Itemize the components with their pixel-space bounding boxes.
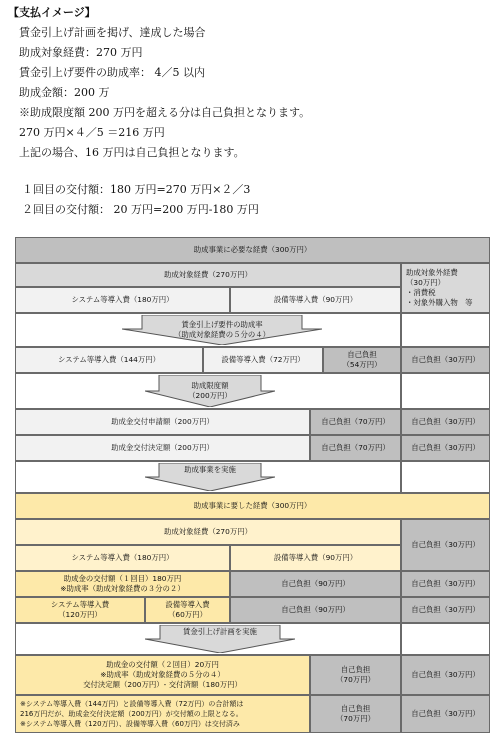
self-30-cell: 自己負担（30万円） bbox=[401, 435, 490, 461]
first-grant-cell: 助成金の交付額（１回目）180万円 ※助成率（助成対象経費の３分の２） bbox=[15, 571, 230, 597]
grant-decision-cell: 助成金交付決定額（200万円） bbox=[15, 435, 310, 461]
arrow-wage bbox=[145, 625, 295, 653]
ineligible-cost-cell: 助成対象外経費 （30万円） ・消費税 ・対象外購入物 等 bbox=[401, 263, 490, 313]
self-30-cell: 自己負担（30万円） bbox=[401, 695, 490, 733]
arrow-row-right bbox=[401, 313, 490, 347]
arrow-row-right bbox=[401, 461, 490, 493]
eligible-cost-cell: 助成対象経費（270万円） bbox=[15, 263, 401, 287]
payment-diagram bbox=[15, 237, 490, 733]
equipment-cost-cell: 設備等導入費（90万円） bbox=[230, 287, 401, 313]
intro-line: 上記の場合、16 万円は自己負担となります。 bbox=[19, 146, 245, 159]
arrow-execute bbox=[145, 463, 275, 491]
intro-line: ※助成限度額 200 万円を超える分は自己負担となります。 bbox=[19, 106, 311, 119]
note-cell: ※システム等導入費（144万円）と設備等導入費（72万円）の合計額は 216万円だが、助成金交付決定額（200万円）が交付額の上限となる。 ※システム等導入費（120万円）、設備等導入費（60万円）は交付済み bbox=[15, 695, 310, 733]
system-cost-b-cell: システム等導入費（144万円） bbox=[15, 347, 203, 373]
intro-line: 270 万円×４／5 ＝216 万円 bbox=[19, 126, 165, 139]
arrow-rate-label: 賃金引上げ要件の助成率 （助成対象経費の５分の４） bbox=[173, 320, 271, 339]
self-70-cell: 自己負担（70万円） bbox=[310, 435, 401, 461]
intro-line: 賃金引上げ計画を掲げ、達成した場合 bbox=[19, 26, 206, 39]
self-30-cell: 自己負担（30万円） bbox=[401, 347, 490, 373]
equipment-paid-cell: 設備等導入費 （60万円） bbox=[145, 597, 230, 623]
self-90-cell: 自己負担（90万円） bbox=[230, 597, 401, 623]
intro-line: 助成対象経費：270 万円 bbox=[19, 46, 143, 59]
intro-line: 賃金引上げ要件の助成率： 4／5 以内 bbox=[19, 66, 205, 79]
grant-request-cell: 助成金交付申請額（200万円） bbox=[15, 409, 310, 435]
self-30-cell: 自己負担（30万円） bbox=[401, 597, 490, 623]
self-30-tall-cell: 自己負担（30万円） bbox=[401, 519, 490, 571]
arrow-wage-label: 賃金引上げ計画を実施 bbox=[183, 627, 257, 636]
second-grant-cell: 助成金の交付額（２回目）20万円 ※助成率（助成対象経費の５分の４） 交付決定額（200万円）- 交付済額（180万円） bbox=[15, 655, 310, 695]
arrow-row-right bbox=[401, 373, 490, 409]
spent-cost-cell: 助成事業に要した経費（300万円） bbox=[15, 493, 490, 519]
self-30-cell: 自己負担（30万円） bbox=[401, 571, 490, 597]
self-70-cell: 自己負担（70万円） bbox=[310, 409, 401, 435]
payment-line-1: １回目の交付額：180 万円=270 万円×２／3 bbox=[22, 183, 251, 196]
self-70-2-cell: 自己負担 （70万円） bbox=[310, 655, 401, 695]
self-90-cell: 自己負担（90万円） bbox=[230, 571, 401, 597]
self-54-cell: 自己負担 （54万円） bbox=[323, 347, 401, 373]
required-cost-cell: 助成事業に必要な経費（300万円） bbox=[15, 237, 490, 263]
self-70-2-cell: 自己負担 （70万円） bbox=[310, 695, 401, 733]
eligible-cost-2-cell: 助成対象経費（270万円） bbox=[15, 519, 401, 545]
arrow-limit bbox=[145, 375, 275, 407]
arrow-limit-label: 助成限度額 （200万円） bbox=[188, 381, 232, 400]
heading: 【支払イメージ】 bbox=[8, 6, 96, 19]
arrow-row-right bbox=[401, 623, 490, 655]
payment-line-2: ２回目の交付額： 20 万円=200 万円-180 万円 bbox=[22, 203, 259, 216]
system-paid-cell: システム等導入費 （120万円） bbox=[15, 597, 145, 623]
self-30-cell: 自己負担（30万円） bbox=[401, 655, 490, 695]
system-cost-cell: システム等導入費（180万円） bbox=[15, 287, 230, 313]
self-30-cell: 自己負担（30万円） bbox=[401, 409, 490, 435]
arrow-execute-label: 助成事業を実施 bbox=[184, 465, 236, 474]
equipment-cost-2-cell: 設備等導入費（90万円） bbox=[230, 545, 401, 571]
arrow-rate bbox=[122, 315, 322, 345]
intro-line: 助成金額：200 万 bbox=[19, 86, 110, 99]
equipment-cost-b-cell: 設備等導入費（72万円） bbox=[203, 347, 323, 373]
system-cost-2-cell: システム等導入費（180万円） bbox=[15, 545, 230, 571]
